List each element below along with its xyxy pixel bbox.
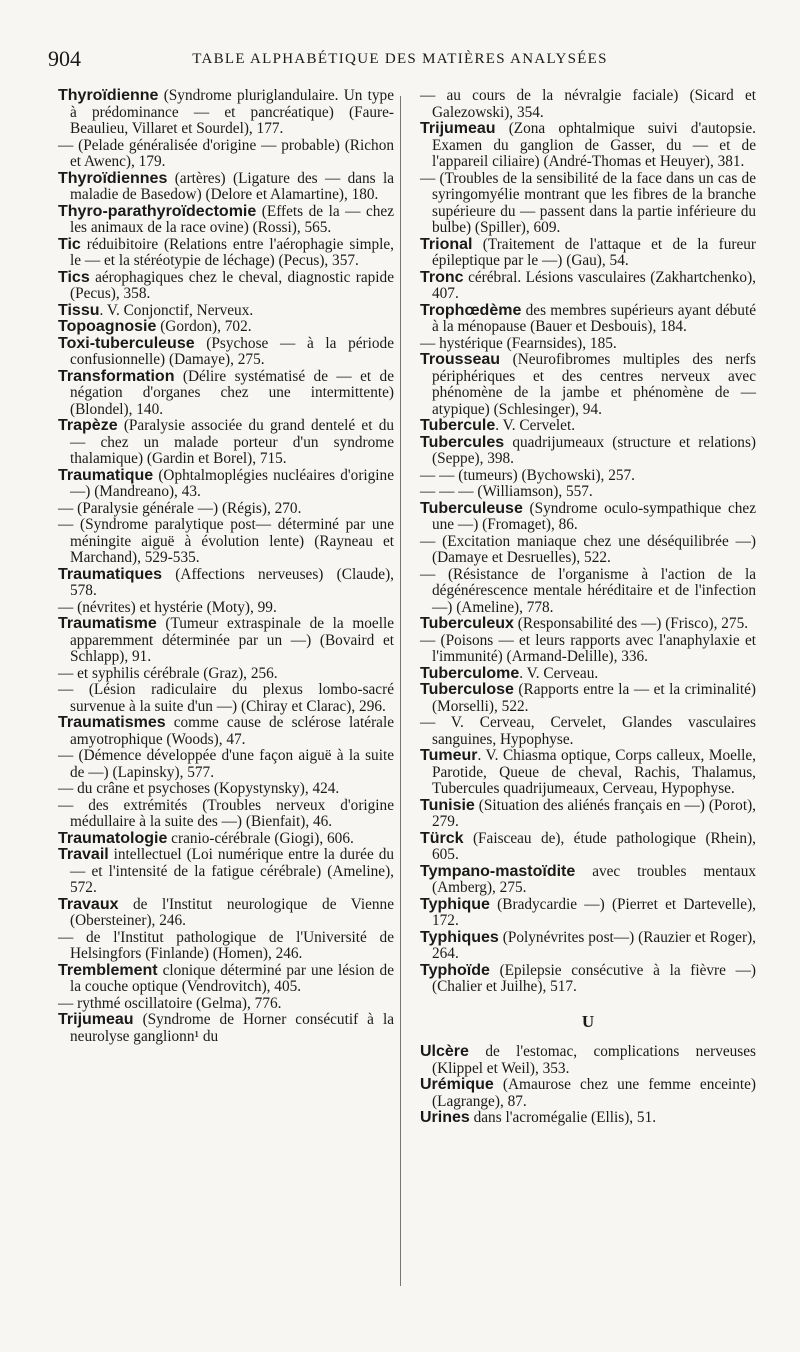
entry-headword: Travail	[58, 846, 109, 863]
index-entry: — V. Cerveau, Cervelet, Glandes vasculaires sanguines, Hypophyse.	[420, 714, 756, 748]
entry-headword: Tubercule	[420, 417, 496, 434]
index-entry: — (Syndrome paralytique post— déterminé par une méningite aiguë à évolution lente) (Rayneau et Marchand), 529-535.	[58, 516, 394, 566]
entry-headword: Tuberculeux	[420, 615, 514, 632]
entry-headword: Toxi-tuberculeuse	[58, 334, 195, 352]
entry-headword: Ulcère	[420, 1043, 469, 1060]
index-entry: Tics aérophagiques chez le cheval, diagnostic rapide (Pecus), 358.	[58, 268, 394, 302]
index-entry: Tumeur. V. Chiasma optique, Corps calleux, Moelle, Parotide, Queue de cheval, Rachis, Thalamus, Tubercules quadrijumeaux, Cerveau, Hypophyse.	[420, 747, 756, 797]
entry-headword: Tuberculose	[420, 681, 514, 698]
index-entry: Traumatique (Ophtalmoplégies nucléaires d'origine —) (Mandreano), 43.	[58, 466, 394, 500]
column-divider	[400, 96, 401, 1286]
entry-headword: Tympano-mastoïdite	[420, 862, 576, 880]
index-entry: — — (tumeurs) (Bychowski), 257.	[420, 466, 635, 484]
entry-headword: Traumatisme	[58, 615, 157, 632]
index-entry: — (Excitation maniaque chez une déséquilibrée —) (Damaye et Desruelles), 522.	[420, 532, 756, 566]
index-entry: Tronc cérébral. Lésions vasculaires (Zakhartchenko), 407.	[420, 268, 756, 302]
page-header	[48, 46, 752, 76]
index-entry: Trional (Traitement de l'attaque et de la fureur épileptique par le —) (Gau), 54.	[420, 235, 756, 269]
entry-headword: Tissu	[58, 301, 100, 319]
index-entry: Tuberculeux (Responsabilité des —) (Frisco), 275.	[420, 615, 749, 632]
index-entry: Thyro-parathyroïdectomie (Effets de la — chez les animaux de la race ovine) (Rossi), 565.	[58, 202, 394, 236]
index-entry: Trijumeau (Zona ophtalmique suivi d'autopsie. Examen du ganglion de Gasser, du — et de l'appareil ciliaire) (André-Thomas et Heuyer), 381.	[420, 120, 756, 170]
entry-headword: Tuberculeuse	[420, 499, 523, 517]
left-column	[58, 88, 394, 1045]
index-entry: — hystérique (Fearnsides), 185.	[420, 334, 617, 352]
entry-headword: Traumatiques	[58, 565, 163, 583]
index-entry: Tuberculose (Rapports entre la — et la criminalité) (Morselli), 522.	[420, 681, 756, 715]
entry-headword: Thyro-parathyroïdectomie	[58, 202, 257, 220]
index-entry: Transformation (Délire systématisé de — et de négation d'organes chez une intermittente) (Blondel), 140.	[58, 367, 394, 418]
index-entry: Türck (Faisceau de), étude pathologique (Rhein), 605.	[420, 829, 756, 863]
index-entry: Tubercule. V. Cervelet.	[420, 417, 576, 434]
entry-headword: Trional	[420, 235, 473, 253]
index-entry: Trapèze (Paralysie associée du grand dentelé et du — chez un malade porteur d'un syndrome thalamique) (Gardin et Borel), 715.	[58, 417, 394, 467]
index-entry: — au cours de la névralgie faciale) (Sicard et Galezowski), 354.	[420, 87, 756, 121]
entry-headword: Tronc	[420, 268, 464, 286]
index-entry: Topoagnosie (Gordon), 702.	[58, 318, 252, 335]
entry-headword: Tumeur	[420, 747, 478, 764]
index-entry: Typhique (Bradycardie —) (Pierret et Dartevelle), 172.	[420, 895, 756, 929]
index-entry: Tissu. V. Conjonctif, Nerveux.	[58, 301, 254, 319]
index-entry: — (Paralysie générale —) (Régis), 270.	[58, 499, 302, 517]
index-entry: Tuberculeuse (Syndrome oculo-sympathique chez une —) (Fromaget), 86.	[420, 499, 756, 533]
index-entry: — — — (Williamson), 557.	[420, 483, 593, 500]
index-entry: Tic réduibitoire (Relations entre l'aérophagie simple, le — et la stéréotypie de léchage) (Pecus), 357.	[58, 235, 394, 269]
u-entries	[420, 1044, 756, 1127]
index-entry: Tuberculome. V. Cerveau.	[420, 664, 599, 682]
entry-headword: Typhique	[420, 895, 490, 913]
index-entry: Ulcère de l'estomac, complications nerveuses (Klippel et Weil), 353.	[420, 1043, 756, 1077]
entry-headword: Trijumeau	[58, 1011, 134, 1028]
entry-headword: Thyroïdiennes	[58, 169, 168, 187]
entry-headword: Tics	[58, 268, 90, 286]
entry-headword: Typhoïde	[420, 961, 490, 979]
index-entry: — du crâne et psychoses (Kopystynsky), 424.	[58, 780, 340, 797]
index-entry: Tunisie (Situation des aliénés français en —) (Porot), 279.	[420, 796, 756, 830]
index-entry: Trophœdème des membres supérieurs ayant débuté à la ménopause (Bauer et Desbouis), 184.	[420, 301, 756, 335]
index-entry: Typhiques (Polynévrites post—) (Rauzier et Roger), 264.	[420, 928, 756, 962]
index-entry: Travaux de l'Institut neurologique de Vienne (Obersteiner), 246.	[58, 895, 394, 929]
index-entry: Traumatismes comme cause de sclérose latérale amyotrophique (Woods), 47.	[58, 714, 394, 748]
entry-headword: Trophœdème	[420, 301, 522, 319]
entry-headword: Urémique	[420, 1076, 494, 1093]
index-entry: — et syphilis cérébrale (Graz), 256.	[58, 664, 278, 682]
index-entry: Traumatiques (Affections nerveuses) (Claude), 578.	[58, 565, 394, 599]
index-entry: Urémique (Amaurose chez une femme enceinte) (Lagrange), 87.	[420, 1076, 756, 1110]
index-entry: — (Troubles de la sensibilité de la face dans un cas de syringomyélie montrant que les fibres de la branche supérieure du — passent dans la partie inférieure du bulbe) (Spiller), 609.	[420, 169, 756, 236]
index-entry: — des extrémités (Troubles nerveux d'origine médullaire à la suite des —) (Bienfait), 46.	[58, 796, 394, 830]
entry-headword: Tuberculome	[420, 664, 520, 682]
index-entry: — (Lésion radiculaire du plexus lombo-sacré survenue à la suite d'un —) (Chiray et Clarac), 296.	[58, 681, 394, 715]
entry-headword: Transformation	[58, 367, 175, 385]
index-entry: Traumatisme (Tumeur extraspinale de la moelle apparemment déterminée par un —) (Bovaird et Schlapp), 91.	[58, 615, 394, 665]
index-entry: — (Poisons — et leurs rapports avec l'anaphylaxie et l'immunité) (Armand-Delille), 336.	[420, 631, 756, 665]
entry-headword: Thyroïdienne	[58, 87, 159, 104]
running-title: TABLE ALPHABÉTIQUE DES MATIÈRES ANALYSÉES	[192, 51, 608, 67]
entry-headword: Traumatologie	[58, 829, 168, 847]
entry-headword: Türck	[420, 829, 464, 847]
section-letter-u: U	[581, 1011, 595, 1031]
entry-headword: Tunisie	[420, 796, 475, 814]
right-column	[420, 88, 756, 1127]
entry-headword: Topoagnosie	[58, 318, 157, 335]
index-entry: — (Démence développée d'une façon aiguë à la suite de —) (Lapinsky), 577.	[58, 747, 394, 781]
entry-headword: Traumatique	[58, 466, 154, 484]
index-entry: Urines dans l'acromégalie (Ellis), 51.	[420, 1109, 657, 1126]
entry-headword: Trapèze	[58, 417, 118, 434]
index-entry: Trousseau (Neurofibromes multiples des nerfs périphériques et des centres nerveux avec phénomène de la jambe et phénomène de — atypique) (Schlesinger), 94.	[420, 351, 756, 418]
index-entry: — (Résistance de l'organisme à l'action de la dégénérescence mentale héréditaire et de l'infection —) (Ameline), 778.	[420, 565, 756, 616]
index-entry: Tympano-mastoïdite avec troubles mentaux (Amberg), 275.	[420, 862, 756, 896]
entry-headword: Trousseau	[420, 351, 501, 368]
index-entry: Travail intellectuel (Loi numérique entre la durée du — et l'intensité de la fatigue cérébrale) (Ameline), 572.	[58, 846, 394, 896]
entry-headword: Traumatismes	[58, 714, 166, 731]
index-entry: Trijumeau (Syndrome de Horner consécutif à la neurolyse ganglionn¹ du	[58, 1011, 394, 1045]
entry-headword: Tic	[58, 235, 81, 253]
index-entry: — rythmé oscillatoire (Gelma), 776.	[58, 994, 282, 1012]
page-number: 904	[48, 46, 81, 71]
entry-headword: Tubercules	[420, 433, 505, 451]
index-entry: Thyroïdienne (Syndrome pluriglandulaire. Un type à prédominance — et pancréatique) (Faure-Beaulieu, Villaret et Sourdel), 177.	[58, 87, 394, 137]
index-entry: — de l'Institut pathologique de l'Université de Helsingfors (Finlande) (Homen), 246.	[58, 928, 394, 962]
index-entry: Tubercules quadrijumeaux (structure et relations) (Seppe), 398.	[420, 433, 756, 467]
index-entry: Toxi-tuberculeuse (Psychose — à la période confusionnelle) (Damaye), 275.	[58, 334, 394, 368]
entry-headword: Trijumeau	[420, 120, 496, 137]
entry-headword: Urines	[420, 1109, 470, 1126]
entry-headword: Travaux	[58, 895, 119, 913]
index-entry: — (Pelade généralisée d'origine — probable) (Richon et Awenc), 179.	[58, 136, 394, 170]
index-entry: Tremblement clonique déterminé par une lésion de la couche optique (Vendrovitch), 405.	[58, 961, 394, 995]
index-entry: — (névrites) et hystérie (Moty), 99.	[58, 598, 277, 616]
entry-headword: Typhiques	[420, 928, 499, 946]
t-entries-continued	[420, 88, 756, 996]
index-entry: Traumatologie cranio-cérébrale (Giogi), 606.	[58, 829, 354, 847]
index-entry: Typhoïde (Epilepsie consécutive à la fièvre —) (Chalier et Juilhe), 517.	[420, 961, 756, 995]
entry-headword: Tremblement	[58, 961, 158, 979]
index-entry: Thyroïdiennes (artères) (Ligature des — dans la maladie de Basedow) (Delore et Alamartine), 180.	[58, 169, 394, 203]
